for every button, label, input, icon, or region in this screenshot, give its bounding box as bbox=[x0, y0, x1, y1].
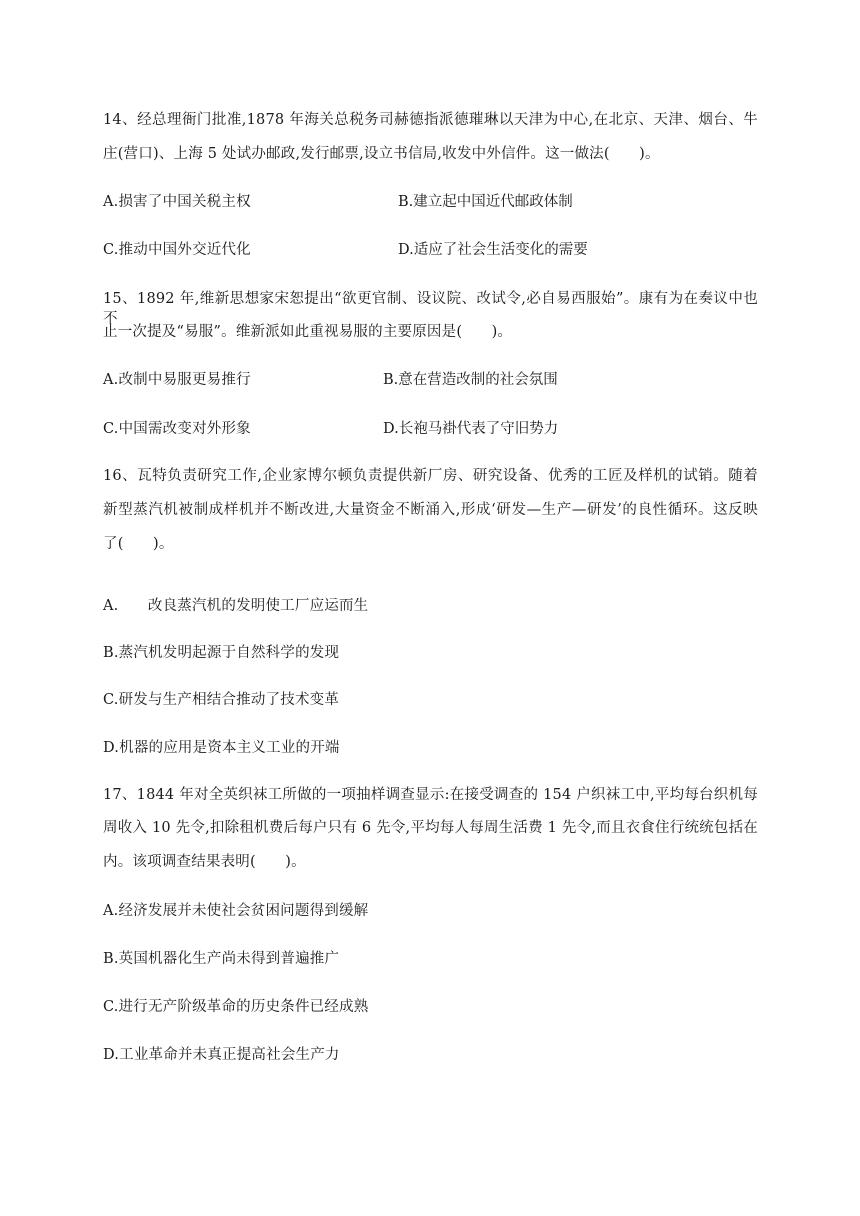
question-16-text-line-2: 新型蒸汽机被制成样机并不断改进,大量资金不断涌入,形成‘研发—生产—研发’的良性循环。这反映 bbox=[103, 502, 758, 518]
question-15-option-d: D.长袍马褂代表了守旧势力 bbox=[383, 421, 559, 437]
question-16-option-c: C.研发与生产相结合推动了技术变革 bbox=[103, 692, 340, 708]
question-17-option-c: C.进行无产阶级革命的历史条件已经成熟 bbox=[103, 999, 369, 1015]
question-17-option-a: A.经济发展并未使社会贫困问题得到缓解 bbox=[103, 903, 369, 919]
question-15-option-c: C.中国需改变对外形象 bbox=[103, 421, 251, 437]
question-15-text-line-2: 止一次提及“易服”。维新派如此重视易服的主要原因是( )。 bbox=[103, 324, 513, 340]
question-14-text-line-1: 14、经总理衙门批准,1878 年海关总税务司赫德指派德璀琳以天津为中心,在北京、天津、烟台、牛 bbox=[103, 112, 758, 128]
question-16-option-a: A. 改良蒸汽机的发明使工厂应运而生 bbox=[103, 598, 369, 614]
question-17-option-d: D.工业革命并未真正提高社会生产力 bbox=[103, 1047, 340, 1063]
question-17-option-b: B.英国机器化生产尚未得到普遍推广 bbox=[103, 951, 340, 967]
question-15-option-b: B.意在营造改制的社会氛围 bbox=[383, 372, 558, 388]
question-15-text-line-1: 15、1892 年,维新思想家宋恕提出“欲更官制、设议院、改试令,必自易西服始”。康有为在奏议中也不 bbox=[103, 291, 758, 327]
question-17-text-line-2: 周收入 10 先令,扣除租机费后每户只有 6 先令,平均每人每周生活费 1 先令,而且衣食住行统统包括在 bbox=[103, 820, 758, 836]
question-16-option-b: B.蒸汽机发明起源于自然科学的发现 bbox=[103, 645, 340, 661]
question-14-option-b: B.建立起中国近代邮政体制 bbox=[398, 194, 573, 210]
question-16-text-line-1: 16、瓦特负责研究工作,企业家博尔顿负责提供新厂房、研究设备、优秀的工匠及样机的试销。随着 bbox=[103, 468, 758, 484]
question-14-text-line-2: 庄(营口)、上海 5 处试办邮政,发行邮票,设立书信局,收发中外信件。这一做法( )。 bbox=[103, 146, 660, 162]
question-17-text-line-3: 内。该项调查结果表明( )。 bbox=[103, 854, 306, 870]
question-14-option-a: A.损害了中国关税主权 bbox=[103, 194, 251, 210]
question-17-text-line-1: 17、1844 年对全英织袜工所做的一项抽样调查显示:在接受调查的 154 户织袜工中,平均每台织机每 bbox=[103, 787, 758, 803]
question-14-option-d: D.适应了社会生活变化的需要 bbox=[398, 242, 588, 258]
question-15-option-a: A.改制中易服更易推行 bbox=[103, 372, 251, 388]
question-16-option-d: D.机器的应用是资本主义工业的开端 bbox=[103, 740, 340, 756]
question-14-option-c: C.推动中国外交近代化 bbox=[103, 242, 251, 258]
question-16-text-line-3: 了( )。 bbox=[103, 536, 174, 552]
